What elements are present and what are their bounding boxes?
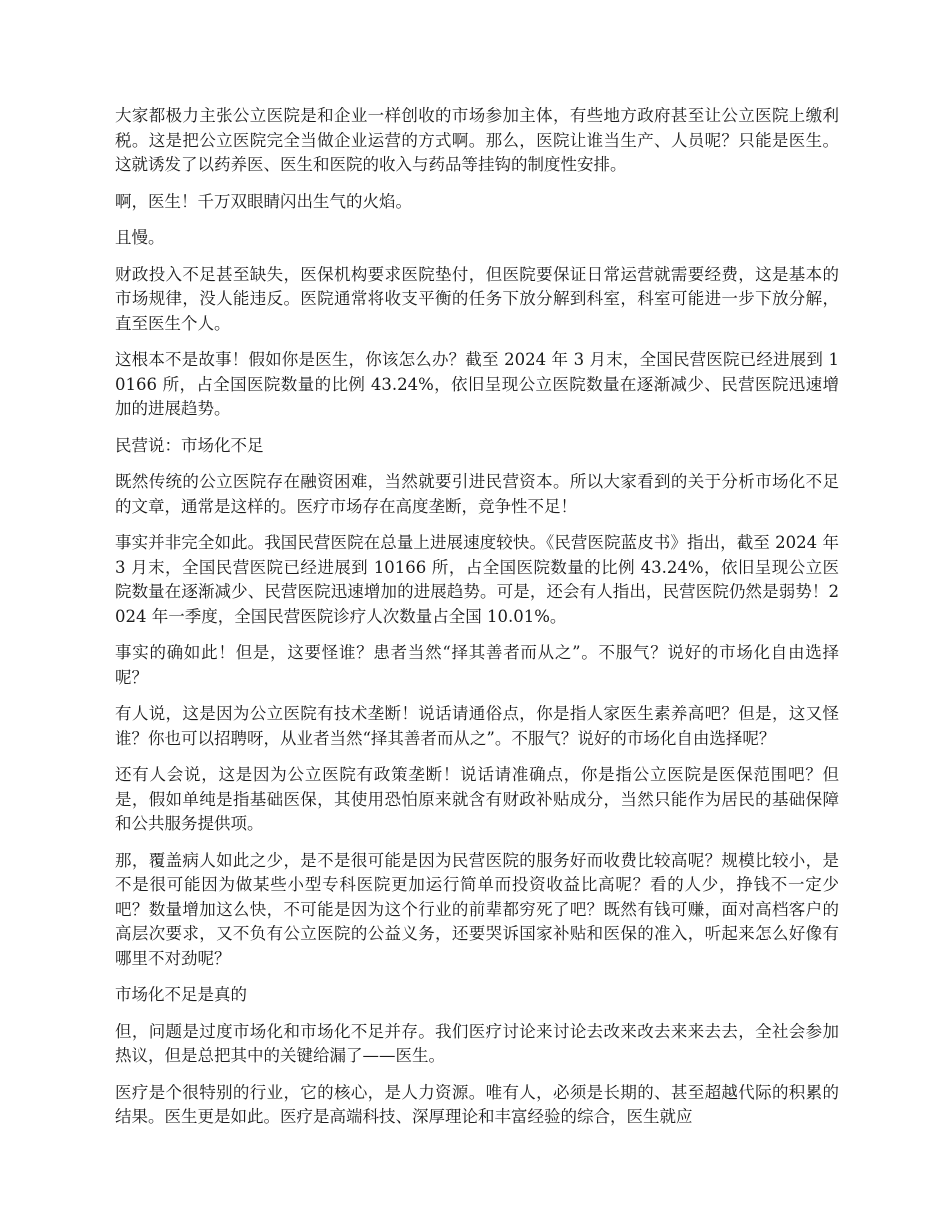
section-heading-1: 民营说：市场化不足 xyxy=(115,435,264,455)
paragraph-9: 事实的确如此！但是，这要怪谁？患者当然“择其善者而从之”。不服气？说好的市场化自由选择呢？ xyxy=(115,643,839,687)
paragraph-10: 有人说，这是因为公立医院有技术垄断！说话请通俗点，你是指人家医生素养高吧？但是，这又怪谁？你也可以招聘呀，从业者当然“择其善者而从之”。不服气？说好的市场化自由选择呢？ xyxy=(115,704,839,748)
paragraph-11: 还有人会说，这是因为公立医院有政策垄断！说话请准确点，你是指公立医院是医保范围吧？但是，假如单纯是指基础医保，其使用恐怕原来就含有财政补贴成分，当然只能作为居民的基础保障和公共服务提供项。 xyxy=(115,765,839,833)
paragraph-12: 那，覆盖病人如此之少，是不是很可能是因为民营医院的服务好而收费比较高呢？规模比较小，是不是很可能因为做某些小型专科医院更加运行简单而投资收益比高呢？看的人少，挣钱不一定少吧？数量增加这么快，不可能是因为这个行业的前辈都穷死了吧？既然有钱可赚，面对高档客户的高层次要求，又不负有公立医院的公益义务，还要哭诉国家补贴和医保的准入，听起来怎么好像有哪里不对劲呢？ xyxy=(115,850,839,968)
paragraph-1: 大家都极力主张公立医院是和企业一样创收的市场参加主体，有些地方政府甚至让公立医院上缴利税。这是把公立医院完全当做企业运营的方式啊。那么，医院让谁当生产、人员呢？只能是医生。这就诱发了以药养医、医生和医院的收入与药品等挂钩的制度性安排。 xyxy=(115,106,839,174)
paragraph-8: 事实并非完全如此。我国民营医院在总量上进展速度较快。《民营医院蓝皮书》指出，截至 2024 年 3 月末，全国民营医院已经进展到 10166 所，占全国医院数量的比例 43.24%，依旧呈现公立医院数量在逐渐减少、民营医院迅速增加的进展趋势。可是，还会有人指出，民营医院仍然是弱势！2024 年一季度，全国民营医院诊疗人次数量占全国 10.01%。 xyxy=(115,533,839,626)
paragraph-14: 但，问题是过度市场化和市场化不足并存。我们医疗讨论来讨论去改来改去来来去去，全社会参加热议，但是总把其中的关键给漏了——医生。 xyxy=(115,1021,839,1065)
paragraph-3: 且慢。 xyxy=(115,228,165,247)
document-body xyxy=(115,104,839,1142)
paragraph-15: 医疗是个很特别的行业，它的核心，是人力资源。唯有人，必须是长期的、甚至超越代际的积累的结果。医生更是如此。医疗是高端科技、深厚理论和丰富经验的综合，医生就应 xyxy=(115,1082,839,1126)
paragraph-5: 这根本不是故事！假如你是医生，你该怎么办？截至 2024 年 3 月末，全国民营医院已经进展到 10166 所，占全国医院数量的比例 43.24%，依旧呈现公立医院数量在逐渐减少、民营医院迅速增加的进展趋势。 xyxy=(115,350,839,418)
paragraph-4: 财政投入不足甚至缺失，医保机构要求医院垫付，但医院要保证日常运营就需要经费，这是基本的市场规律，没人能违反。医院通常将收支平衡的任务下放分解到科室，科室可能进一步下放分解，直至医生个人。 xyxy=(115,264,839,333)
section-heading-2: 市场化不足是真的 xyxy=(115,985,247,1004)
paragraph-2: 啊，医生！千万双眼睛闪出生气的火焰。 xyxy=(115,191,412,211)
paragraph-7: 既然传统的公立医院存在融资困难，当然就要引进民营资本。所以大家看到的关于分析市场化不足的文章，通常是这样的。医疗市场存在高度垄断，竞争性不足！ xyxy=(115,472,839,516)
